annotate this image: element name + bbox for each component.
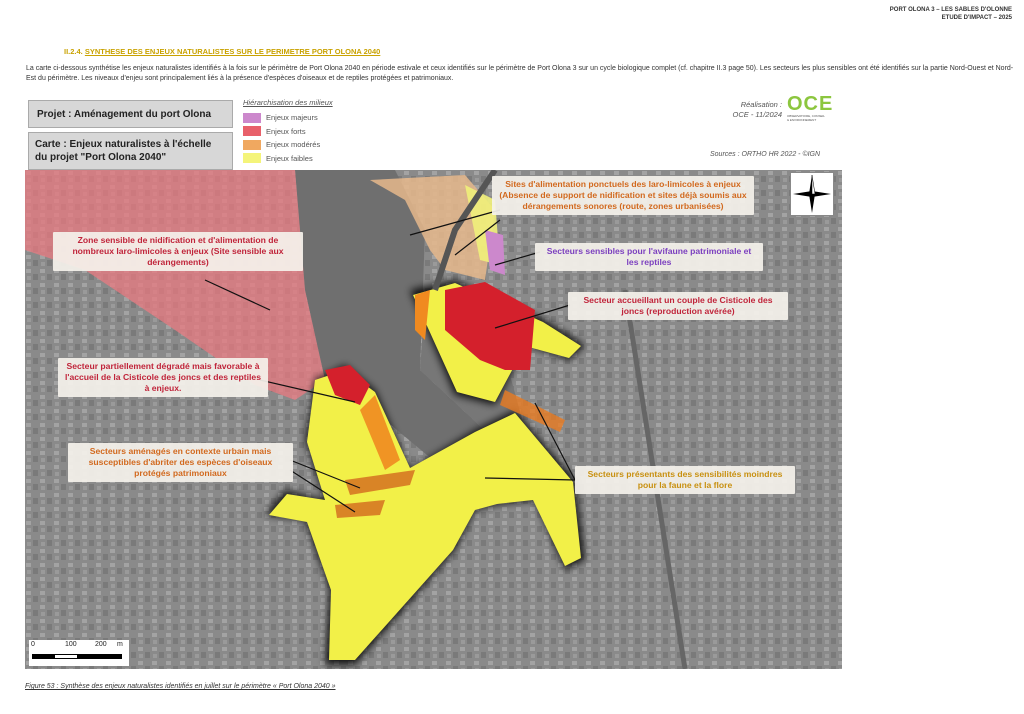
header-line-2: ETUDE D'IMPACT – 2025: [941, 15, 1012, 21]
label-amenages-urbain: Secteurs aménagés en contexte urbain mais susceptibles d'abriter des espèces d'oiseaux protégés patrimoniaux: [68, 443, 293, 482]
scale-tick-200: 200: [95, 641, 107, 648]
label-cisticole-couple: Secteur accueillant un couple de Cisticole des joncs (reproduction avérée): [568, 292, 788, 320]
label-partiellement-degrade: Secteur partiellement dégradé mais favorable à l'accueil de la Cisticole des joncs et des reptiles à enjeux.: [58, 358, 268, 397]
scale-graphic: [32, 654, 122, 659]
legend-item-moderes: [243, 138, 333, 152]
legend-label: Enjeux modérés: [266, 140, 321, 150]
logo-subtitle-2: & ENVIRONNEMENT: [787, 118, 817, 122]
project-box: Projet : Aménagement du port Olona: [28, 100, 233, 128]
compass: [790, 172, 834, 216]
north-arrow-icon: [791, 173, 833, 215]
logo-text: OCE: [787, 93, 834, 115]
realisation-label: Réalisation :: [740, 100, 782, 109]
realisation-credit: [730, 100, 782, 120]
sources-credit: Sources : ORTHO HR 2022 - ©IGN: [710, 151, 821, 158]
legend-swatch: [243, 113, 261, 123]
intro-paragraph: La carte ci-dessous synthétise les enjeux naturalistes identifiés à la fois sur le périmètre de Port Olona 2040 en période estivale et ceux identifiés sur le périmètre de Port Olona 3 sur un cycle biologique complet (cf. chapitre II.3 page 50). Les secteurs les plus sensibles ont été identifiés sur la partie Nord-Ouest et Nord-Est du périmètre. Les niveaux d'enjeu sont principalement liés à la présence d'espèces d'oiseaux et de reptiles protégées et patrimoniaux.: [26, 65, 1014, 82]
label-zone-nidification: Zone sensible de nidification et d'alimentation de nombreux laro-limicoles à enjeux (Site sensible aux dérangements): [53, 232, 303, 271]
legend-item-majeurs: [243, 111, 333, 125]
oce-logo: [787, 94, 843, 128]
scale-tick-0: 0: [31, 641, 35, 648]
legend-label: Enjeux faibles: [266, 153, 313, 163]
section-title: [64, 47, 380, 56]
map-canvas: [25, 170, 842, 669]
scale-unit: m: [117, 641, 123, 648]
section-heading: SYNTHESE DES ENJEUX NATURALISTES SUR LE PERIMETRE PORT OLONA 2040: [84, 47, 381, 56]
header-line-1: PORT OLONA 3 – LES SABLES D'OLONNE: [889, 7, 1012, 13]
label-secteurs-avifaune: Secteurs sensibles pour l'avifaune patrimoniale et les reptiles: [535, 243, 763, 271]
figure-caption: Figure 53 : Synthèse des enjeux naturalistes identifiés en juillet sur le périmètre « Port Olona 2040 »: [25, 683, 336, 690]
legend-label: Enjeux forts: [266, 126, 306, 136]
scale-bar: [29, 640, 129, 666]
label-sensibilites-moindres: Secteurs présentants des sensibilités moindres pour la faune et la flore: [575, 466, 795, 494]
scale-tick-100: 100: [65, 641, 77, 648]
logo-subtitle-1: OBSERVATOIRE, CONSEIL: [787, 114, 825, 118]
map-title-box: Carte : Enjeux naturalistes à l'échelle du projet "Port Olona 2040": [28, 132, 233, 170]
section-number: II.2.4.: [64, 47, 83, 56]
legend-item-faibles: [243, 152, 333, 166]
legend-swatch: [243, 140, 261, 150]
legend-swatch: [243, 126, 261, 136]
legend-title: Hiérarchisation des milieux: [243, 98, 333, 107]
legend: [243, 98, 333, 165]
label-sites-alimentation: Sites d'alimentation ponctuels des laro-limicoles à enjeux (Absence de support de nidification et sites déjà soumis aux dérangements sonores (route, zones urbanisées): [492, 176, 754, 215]
document-header: [890, 6, 1012, 22]
realisation-date: OCE - 11/2024: [732, 110, 782, 119]
legend-item-forts: [243, 125, 333, 139]
legend-label: Enjeux majeurs: [266, 113, 318, 123]
legend-swatch: [243, 153, 261, 163]
